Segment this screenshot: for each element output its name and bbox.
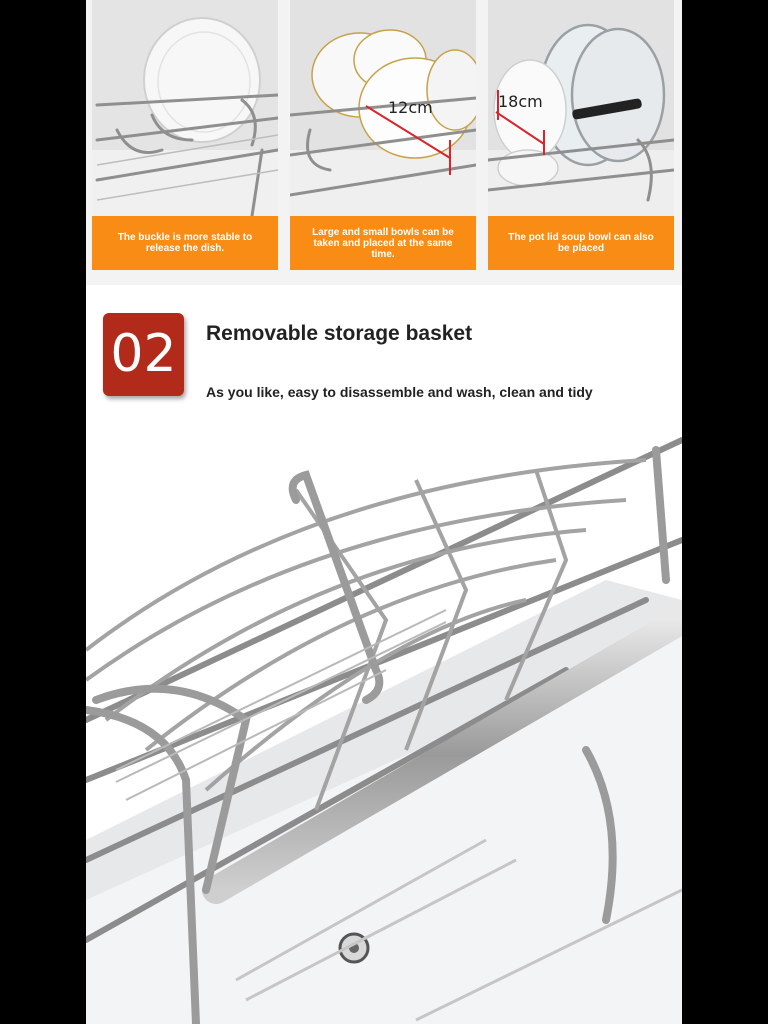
photo-panel-bowls: [290, 0, 476, 270]
feature-photo-strip: [86, 0, 682, 285]
photo-caption: The pot lid soup bowl can also be placed: [488, 216, 674, 270]
product-detail-page: [86, 0, 682, 1024]
photo-caption: The buckle is more stable to release the dish.: [92, 216, 278, 270]
measure-label-18cm: 18cm: [498, 92, 543, 111]
photo-panel-buckle: [92, 0, 278, 270]
storage-basket-product-image: [86, 420, 682, 1024]
dish-rack-photo-buckle: [92, 0, 278, 216]
feature-number-badge: 02: [103, 313, 184, 396]
photo-caption: Large and small bowls can be taken and placed at the same time.: [290, 216, 476, 270]
measure-label-12cm: 12cm: [388, 98, 433, 117]
dish-rack-photo-bowls: [290, 0, 476, 216]
photo-panel-pot-lid: [488, 0, 674, 270]
feature-title: Removable storage basket: [206, 322, 473, 345]
feature-subtitle: As you like, easy to disassemble and wash, clean and tidy: [206, 384, 593, 400]
